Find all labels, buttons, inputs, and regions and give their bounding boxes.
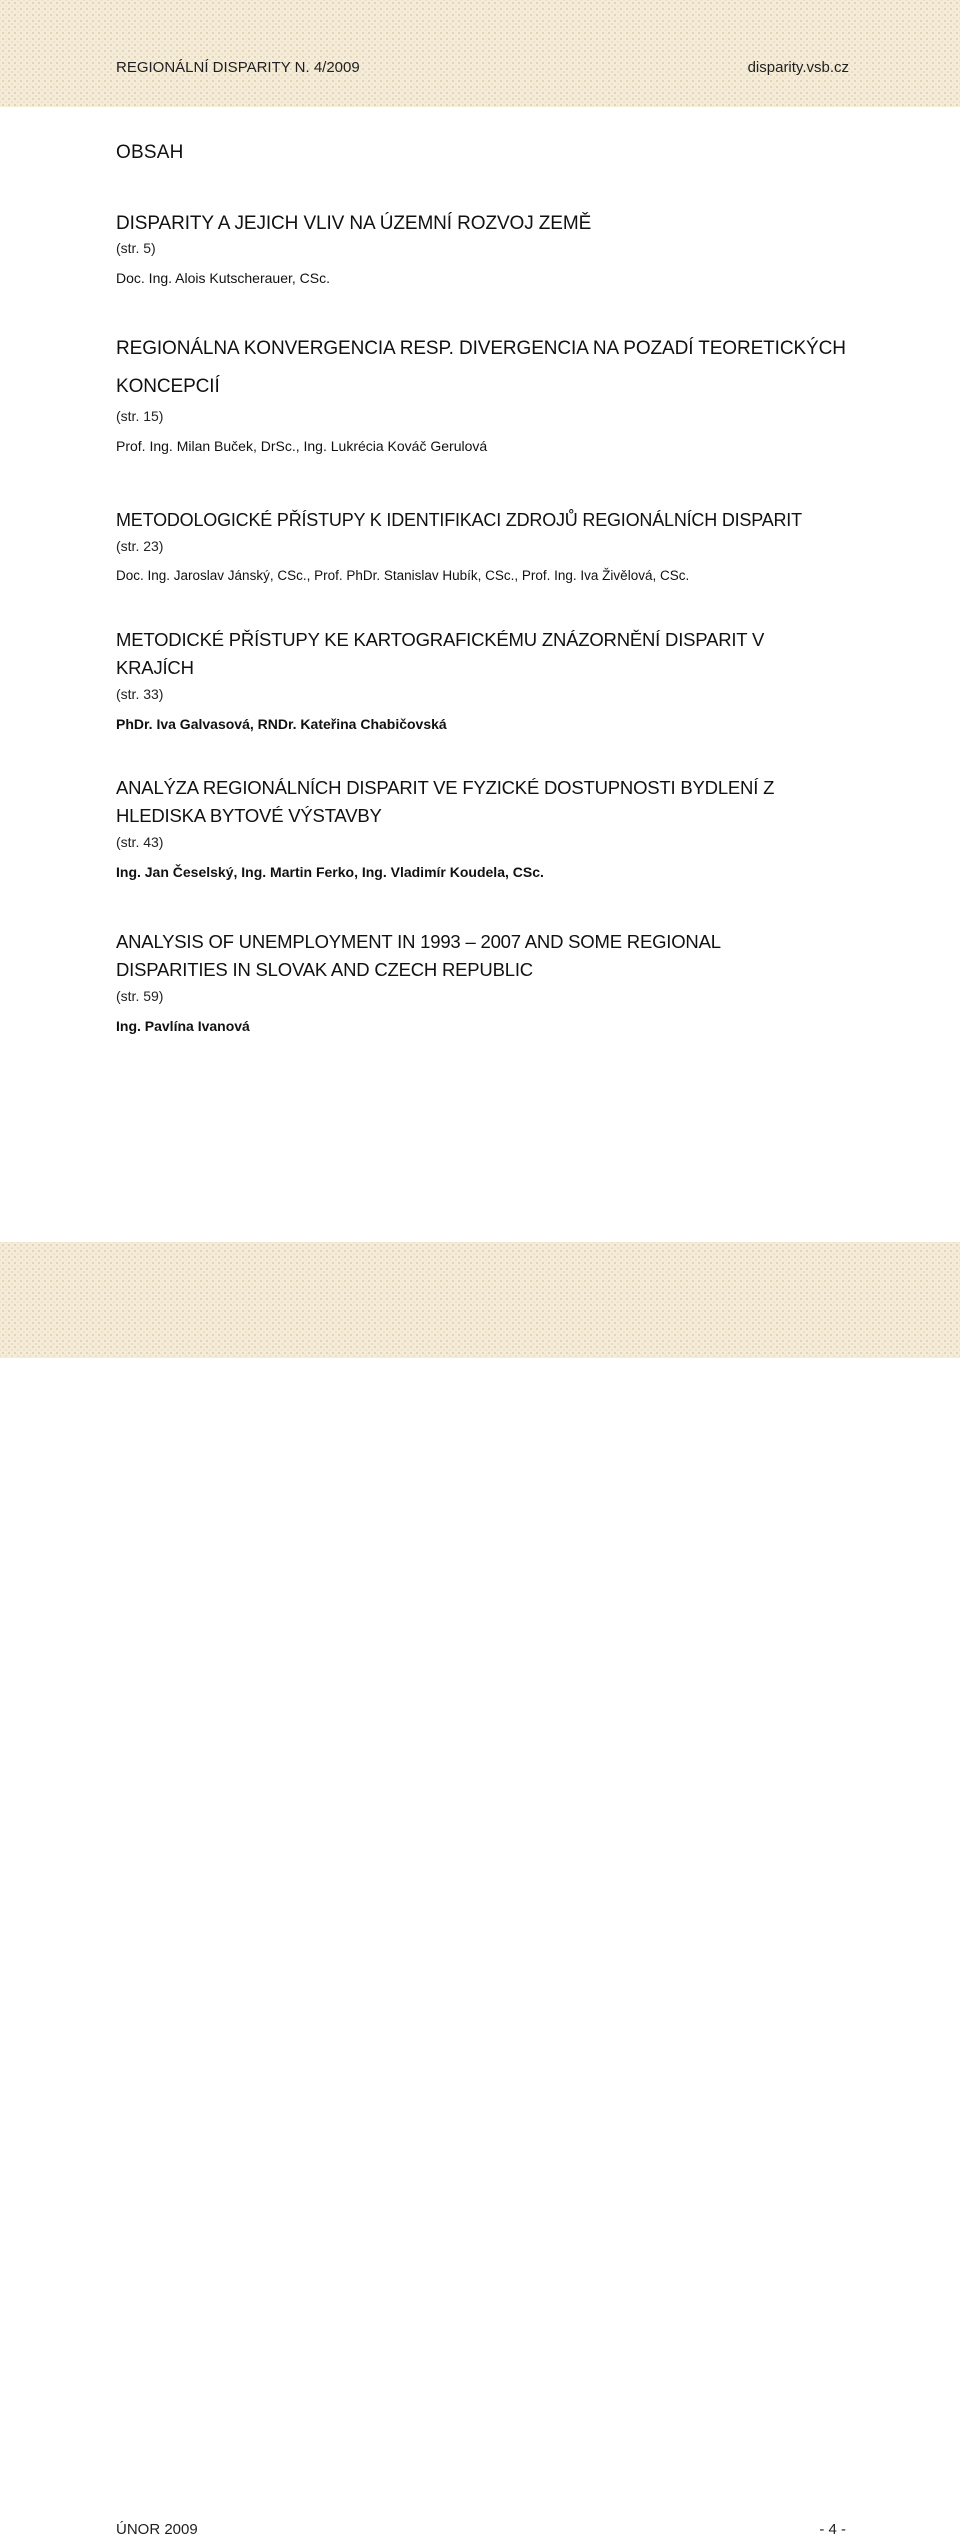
- toc-entry: [116, 774, 836, 884]
- toc-entry-page: (str. 15): [116, 408, 164, 424]
- toc-entry-page: (str. 23): [116, 538, 164, 554]
- toc-entry-authors: Ing. Jan Česelský, Ing. Martin Ferko, Ing. Vladimír Koudela, CSc.: [116, 864, 544, 880]
- journal-title: REGIONÁLNÍ DISPARITY N. 4/2009: [116, 59, 360, 76]
- page-header-band: [0, 0, 960, 107]
- toc-entry-authors: Doc. Ing. Alois Kutscherauer, CSc.: [116, 270, 330, 286]
- toc-entry-page: (str. 59): [116, 988, 164, 1004]
- journal-website: disparity.vsb.cz: [747, 59, 849, 76]
- toc-entry-page: (str. 33): [116, 686, 164, 702]
- toc-entry-authors: PhDr. Iva Galvasová, RNDr. Kateřina Chabičovská: [116, 716, 447, 732]
- toc-entry-page: (str. 43): [116, 834, 164, 850]
- toc-entry-authors: Doc. Ing. Jaroslav Jánský, CSc., Prof. PhDr. Stanislav Hubík, CSc., Prof. Ing. Iva Živělová, CSc.: [116, 568, 690, 583]
- toc-entry-title: ANALYSIS OF UNEMPLOYMENT IN 1993 – 2007 AND SOME REGIONAL DISPARITIES IN SLOVAK AND CZECH REPUBLIC: [116, 931, 721, 980]
- toc-entry: [116, 928, 816, 1038]
- toc-entry-title: METODICKÉ PŘÍSTUPY KE KARTOGRAFICKÉMU ZNÁZORNĚNÍ DISPARIT V KRAJÍCH: [116, 629, 765, 678]
- issue-date: ÚNOR 2009: [116, 2521, 198, 2538]
- toc-entry-authors: Ing. Pavlína Ivanová: [116, 1018, 250, 1034]
- toc-entry-title: ANALÝZA REGIONÁLNÍCH DISPARIT VE FYZICKÉ DOSTUPNOSTI BYDLENÍ Z HLEDISKA BYTOVÉ VÝSTAVBY: [116, 777, 775, 826]
- page-number: - 4 -: [819, 2521, 846, 2538]
- toc-entry: [116, 626, 816, 736]
- page-footer-band: [0, 1242, 960, 2538]
- toc-entry-title: REGIONÁLNA KONVERGENCIA RESP. DIVERGENCIA NA POZADÍ TEORETICKÝCH KONCEPCIÍ: [116, 338, 846, 397]
- toc-entry-authors: Prof. Ing. Milan Buček, DrSc., Ing. Lukrécia Kováč Gerulová: [116, 438, 488, 454]
- toc-entry-title: DISPARITY A JEJICH VLIV NA ÚZEMNÍ ROZVOJ ZEMĚ: [116, 213, 592, 234]
- toc-entry-page: (str. 5): [116, 240, 156, 256]
- toc-entry: [116, 208, 836, 290]
- toc-entry: [116, 330, 856, 458]
- toc-heading: OBSAH: [116, 142, 184, 163]
- toc-entry-title: METODOLOGICKÉ PŘÍSTUPY K IDENTIFIKACI ZDROJŮ REGIONÁLNÍCH DISPARIT: [116, 510, 802, 530]
- toc-entry: [116, 506, 876, 588]
